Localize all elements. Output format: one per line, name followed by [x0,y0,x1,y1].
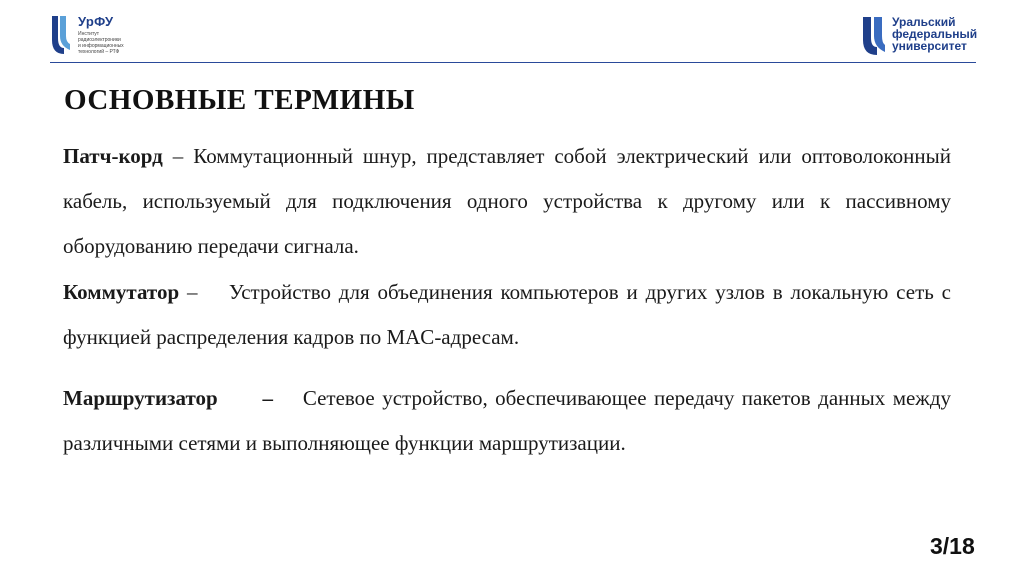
term-dash: – [217,386,303,410]
header-divider [50,62,976,63]
left-logo-name: УрФУ [78,14,114,29]
term-definition: Сетевое устройство, обеспечивающее передачу пакетов данных между различными сетями и выполняющее функции маршрутизации. [63,386,952,455]
term-definition: Коммутационный шнур, представляет собой электрический или оптоволоконный кабель, используемый для подключения одного устройства к другому или к пассивному оборудованию передачи сигнала. [63,144,951,258]
left-logo-subtitle: Институт радиоэлектроники и информационных технологий – РТФ [78,31,124,55]
term-paragraph [63,134,951,269]
term-paragraph [63,376,951,466]
urfu-irit-logo [50,14,160,60]
term-dash: – [179,280,229,304]
term-paragraph [63,270,951,360]
term-name: Коммутатор [63,280,180,304]
term-name: Патч-корд [63,144,163,168]
term-dash: – [162,144,194,168]
urfu-logo-mark-icon [50,14,72,58]
slide-title: ОСНОВНЫЕ ТЕРМИНЫ [64,84,415,116]
urfu-logo [862,14,992,60]
urfu-u-mark-icon [862,16,886,56]
term-name: Маршрутизатор [63,386,218,410]
right-logo-name: Уральский федеральный университет [892,15,978,53]
term-definition: Устройство для объединения компьютеров и других узлов в локальную сеть с функцией распределения кадров по MAC-адресам. [63,280,951,349]
page-number: 3/18 [930,533,975,559]
